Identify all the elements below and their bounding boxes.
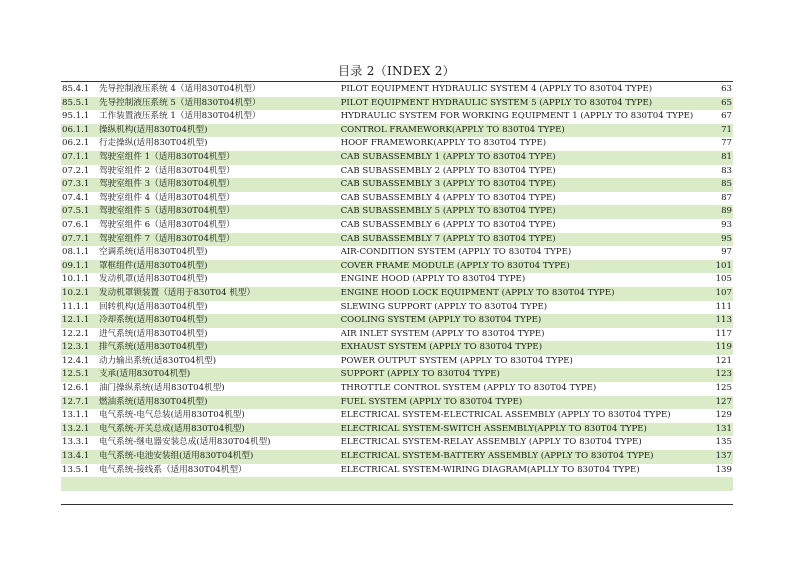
entry-code: 12.2.1 (62, 328, 90, 339)
entry-title-en: ELECTRICAL SYSTEM-BATTERY ASSEMBLY (APPLY TO 830T04 TYPE) (340, 451, 654, 462)
entry-title-cn: 回转机构(适用830T04机型) (98, 301, 208, 312)
entry-title-en: PILOT EQUIPMENT HYDRAULIC SYSTEM 5 (APPLY TO 830T04 TYPE) (340, 97, 653, 108)
entry-page: 111 (715, 301, 732, 312)
entry-title-cn: 电气系统-接线系（适用830T04机型） (98, 464, 247, 475)
table-row (61, 178, 733, 192)
entry-title-en: CAB SUBASSEMBLY 3 (APPLY TO 830T04 TYPE) (340, 179, 556, 190)
entry-title-en: CONTROL FRAMEWORK(APPLY TO 830T04 TYPE) (340, 124, 565, 135)
table-row (61, 450, 733, 464)
entry-code: 13.1.1 (62, 410, 90, 421)
table-row (61, 192, 733, 206)
entry-page: 139 (715, 464, 732, 475)
entry-code: 95.1.1 (62, 111, 90, 122)
table-row (61, 382, 733, 396)
entry-page: 107 (715, 287, 732, 298)
entry-code: 09.1.1 (62, 260, 90, 271)
entry-title-en: CAB SUBASSEMBLY 6 (APPLY TO 830T04 TYPE) (340, 219, 556, 230)
table-row (61, 328, 733, 342)
entry-page: 119 (715, 342, 732, 353)
entry-page: 71 (721, 124, 732, 135)
entry-code: 12.6.1 (62, 383, 90, 394)
entry-page: 113 (715, 315, 732, 326)
entry-title-cn: 驾驶室组件 4（适用830T04机型） (98, 192, 235, 203)
entry-title-cn: 先导控制液压系统 5（适用830T04机型） (98, 97, 261, 108)
entry-title-en: HYDRAULIC SYSTEM FOR WORKING EQUIPMENT 1 (APPLY TO 830T04 TYPE) (340, 111, 694, 122)
table-row (61, 477, 733, 491)
entry-title-cn: 工作装置液压系统 1（适用830T04机型） (98, 111, 261, 122)
entry-page: 123 (715, 369, 732, 380)
entry-title-en: POWER OUTPUT SYSTEM (APPLY TO 830T04 TYPE) (340, 355, 573, 366)
entry-title-cn: 支承(适用830T04机型) (98, 369, 191, 380)
entry-title-en: AIR INLET SYSTEM (APPLY TO 830T04 TYPE) (340, 328, 545, 339)
entry-page: 125 (715, 383, 732, 394)
entry-page: 117 (715, 328, 732, 339)
entry-title-cn: 行走操纵(适用830T04机型) (98, 138, 208, 149)
entry-title-en: SUPPORT (APPLY TO 830T04 TYPE) (340, 369, 500, 380)
entry-title-en: HOOF FRAMEWORK(APPLY TO 830T04 TYPE) (340, 138, 547, 149)
entry-title-en: CAB SUBASSEMBLY 2 (APPLY TO 830T04 TYPE) (340, 165, 556, 176)
entry-title-cn: 排气系统(适用830T04机型) (98, 342, 208, 353)
table-row (61, 165, 733, 179)
entry-code: 13.2.1 (62, 423, 90, 434)
entry-title-cn: 燃油系统(适用830T04机型) (98, 396, 208, 407)
entry-title-cn: 电气系统-电池安装组(适用830T04机型) (98, 451, 254, 462)
entry-page: 89 (721, 206, 732, 217)
entry-title-cn: 电气系统-继电器安装总成(适用830T04机型) (98, 437, 271, 448)
entry-title-en: AIR-CONDITION SYSTEM (APPLY TO 830T04 TYPE) (340, 247, 572, 258)
entry-page: 129 (715, 410, 732, 421)
entry-code: 13.4.1 (62, 451, 90, 462)
entry-title-cn: 空调系统(适用830T04机型) (98, 247, 208, 258)
entry-page: 131 (715, 423, 732, 434)
entry-page: 137 (715, 451, 732, 462)
page-title: 目录 2（INDEX 2） (338, 64, 455, 78)
table-row (61, 233, 733, 247)
entry-code: 07.5.1 (62, 206, 90, 217)
entry-title-cn: 动力输出系统(适830T04机型) (98, 355, 217, 366)
entry-title-cn: 先导控制液压系统 4（适用830T04机型） (98, 84, 261, 94)
entry-title-cn: 冷却系统(适用830T04机型) (98, 315, 208, 326)
table-row (61, 368, 733, 382)
entry-title-en: ENGINE HOOD (APPLY TO 830T04 TYPE) (340, 274, 526, 285)
entry-code: 07.4.1 (62, 192, 90, 203)
entry-page: 97 (721, 247, 732, 258)
entry-page: 135 (715, 437, 732, 448)
entry-title-en (341, 477, 710, 491)
entry-page: 63 (721, 84, 732, 94)
entry-title-cn: 驾驶室组件 2（适用830T04机型） (98, 165, 235, 176)
entry-code: 10.2.1 (62, 287, 90, 298)
entry-title-en: THROTTLE CONTROL SYSTEM (APPLY TO 830T04 TYPE) (340, 383, 597, 394)
entry-title-cn: 进气系统(适用830T04机型) (98, 328, 208, 339)
entry-title-en: ELECTRICAL SYSTEM-ELECTRICAL ASSEMBLY (APPLY TO 830T04 TYPE) (340, 410, 671, 421)
entry-title-cn: 操纵机构(适用830T04机型) (98, 124, 208, 135)
entry-title-en: SLEWING SUPPORT (APPLY TO 830T04 TYPE) (340, 301, 548, 312)
entry-title-en: CAB SUBASSEMBLY 7 (APPLY TO 830T04 TYPE) (340, 233, 556, 244)
entry-title-en: ELECTRICAL SYSTEM-WIRING DIAGRAM(APLLY TO 830T04 TYPE) (340, 464, 640, 475)
entry-title-en: COOLING SYSTEM (APPLY TO 830T04 TYPE) (340, 315, 542, 326)
entry-title-en: CAB SUBASSEMBLY 4 (APPLY TO 830T04 TYPE) (340, 192, 556, 203)
entry-page: 127 (715, 396, 732, 407)
entry-page: 121 (715, 355, 732, 366)
table-row (61, 205, 733, 219)
entry-code: 07.1.1 (62, 151, 90, 162)
table-row (61, 287, 733, 301)
entry-code: 12.3.1 (62, 342, 90, 353)
entry-title-en: EXHAUST SYSTEM (APPLY TO 830T04 TYPE) (340, 342, 543, 353)
entry-title-cn: 驾驶室组件 5（适用830T04机型） (98, 206, 235, 217)
table-row (61, 301, 733, 315)
entry-code: 85.4.1 (62, 84, 90, 94)
entry-title-en: ELECTRICAL SYSTEM-SWITCH ASSEMBLY(APPLY TO 830T04 TYPE) (340, 423, 647, 434)
table-row (61, 110, 733, 124)
entry-code: 10.1.1 (62, 274, 90, 285)
entry-page: 93 (721, 219, 732, 230)
table-row (61, 436, 733, 450)
entry-title-cn (99, 477, 341, 491)
entry-title-en: ENGINE HOOD LOCK EQUIPMENT (APPLY TO 830T04 TYPE) (340, 287, 615, 298)
entry-title-cn: 驾驶室组件 1（适用830T04机型） (98, 151, 235, 162)
table-row (61, 151, 733, 165)
entry-title-cn: 罩框组件(适用830T04机型) (98, 260, 208, 271)
table-row (61, 423, 733, 437)
table-row (61, 97, 733, 111)
entry-code: 12.5.1 (62, 369, 90, 380)
entry-page: 81 (721, 151, 732, 162)
entry-title-en: COVER FRAME MODULE (APPLY TO 830T04 TYPE) (340, 260, 570, 271)
table-row (61, 409, 733, 423)
entry-code: 12.7.1 (62, 396, 90, 407)
entry-title-en: ELECTRICAL SYSTEM-RELAY ASSEMBLY (APPLY TO 830T04 TYPE) (340, 437, 642, 448)
entry-page: 95 (721, 233, 732, 244)
entry-title-cn: 驾驶室组件 6（适用830T04机型） (98, 219, 235, 230)
table-row (61, 314, 733, 328)
entry-title-cn: 发动机罩锁装置（适用于830T04 机型） (98, 287, 256, 298)
entry-page: 77 (721, 138, 732, 149)
entry-title-en: FUEL SYSTEM (APPLY TO 830T04 TYPE) (340, 396, 523, 407)
entry-title-cn: 油门操纵系统(适用830T04机型) (98, 383, 225, 394)
table-row (61, 83, 733, 97)
table-row (61, 219, 733, 233)
entry-code: 13.3.1 (62, 437, 90, 448)
entry-code: 07.6.1 (62, 219, 90, 230)
entry-title-en: PILOT EQUIPMENT HYDRAULIC SYSTEM 4 (APPLY TO 830T04 TYPE) (340, 84, 653, 94)
entry-code (61, 477, 99, 491)
entry-title-cn: 驾驶室组件 3（适用830T04机型） (98, 179, 235, 190)
entry-page: 65 (721, 97, 732, 108)
entry-title-en: CAB SUBASSEMBLY 5 (APPLY TO 830T04 TYPE) (340, 206, 556, 217)
entry-title-cn: 电气系统-开关总成(适用830T04机型) (98, 423, 245, 434)
entry-code: 12.4.1 (62, 355, 90, 366)
entry-code: 85.5.1 (62, 97, 90, 108)
table-row (61, 260, 733, 274)
entry-title-en: CAB SUBASSEMBLY 1 (APPLY TO 830T04 TYPE) (340, 151, 556, 162)
entry-code: 11.1.1 (62, 301, 90, 312)
index-table (61, 83, 733, 491)
entry-code: 08.1.1 (62, 247, 90, 258)
table-row (61, 464, 733, 478)
entry-code: 12.1.1 (62, 315, 90, 326)
top-rule (61, 81, 733, 82)
entry-page: 87 (721, 192, 732, 203)
entry-page: 105 (715, 274, 732, 285)
table-row (61, 341, 733, 355)
bottom-rule (61, 504, 733, 505)
entry-code: 06.2.1 (62, 138, 90, 149)
entry-code: 13.5.1 (62, 464, 90, 475)
entry-page: 85 (721, 179, 732, 190)
entry-code: 07.7.1 (62, 233, 90, 244)
entry-code: 06.1.1 (62, 124, 90, 135)
entry-title-cn: 驾驶室组件 7（适用830T04机型） (98, 233, 235, 244)
table-row (61, 137, 733, 151)
entry-code: 07.2.1 (62, 165, 90, 176)
table-row (61, 124, 733, 138)
table-row (61, 246, 733, 260)
entry-page: 83 (721, 165, 732, 176)
entry-title-cn: 发动机罩(适用830T04机型) (98, 274, 208, 285)
table-row (61, 396, 733, 410)
entry-page: 67 (721, 111, 732, 122)
entry-page (710, 477, 733, 491)
entry-page: 101 (715, 260, 732, 271)
table-row (61, 355, 733, 369)
entry-title-cn: 电气系统-电气总装(适用830T04机型) (98, 410, 245, 421)
table-row (61, 273, 733, 287)
entry-code: 07.3.1 (62, 179, 90, 190)
